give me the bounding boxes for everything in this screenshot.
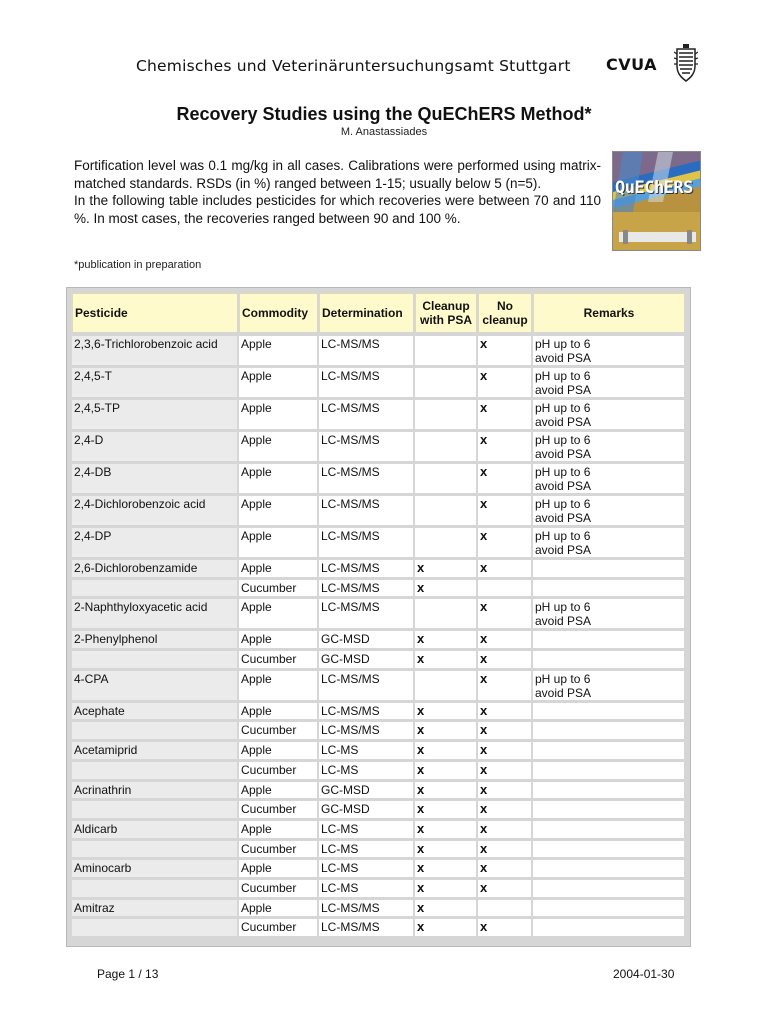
cell-commodity: Apple (239, 860, 319, 880)
table-row (72, 900, 686, 920)
cell-no-cleanup: x (478, 651, 533, 671)
recovery-table (72, 293, 686, 939)
table-row (72, 400, 686, 432)
cell-commodity: Apple (239, 821, 319, 841)
cell-cleanup-psa: x (415, 651, 478, 671)
cell-determination: LC-MS/MS (319, 336, 415, 368)
cell-determination: LC-MS (319, 841, 415, 861)
table-row (72, 703, 686, 723)
page-number: Page 1 / 13 (97, 967, 159, 981)
cell-commodity: Apple (239, 900, 319, 920)
remarks-line-1: pH up to 6 (535, 497, 591, 511)
cell-remarks (533, 336, 686, 368)
cell-cleanup-psa: x (415, 821, 478, 841)
cell-remarks (533, 782, 686, 802)
remarks-line-2: avoid PSA (535, 614, 592, 629)
cell-remarks (533, 671, 686, 703)
header-cleanup-psa: Cleanup with PSA (415, 293, 478, 336)
table-row (72, 336, 686, 368)
logo-graphic (613, 152, 701, 251)
cell-pesticide: Aldicarb (72, 821, 239, 841)
cell-determination: LC-MS/MS (319, 671, 415, 703)
table-row (72, 722, 686, 742)
cell-cleanup-psa: x (415, 580, 478, 600)
cell-cleanup-psa: x (415, 560, 478, 580)
intro-paragraph-2: In the following table includes pesticides for which recoveries were between 70 and 110 %. In most cases, the recoveries ranged between 90 and 100 %. (74, 193, 601, 226)
remarks-line-2: avoid PSA (535, 479, 592, 493)
cell-commodity: Apple (239, 782, 319, 802)
cell-no-cleanup: x (478, 560, 533, 580)
remarks-line-1: pH up to 6 (535, 671, 591, 686)
cell-cleanup-psa: x (415, 801, 478, 821)
cell-no-cleanup: x (478, 722, 533, 742)
cell-no-cleanup: x (478, 368, 533, 400)
cell-remarks (533, 496, 686, 528)
cell-cleanup-psa (415, 432, 478, 464)
cell-commodity: Apple (239, 599, 319, 631)
header-no-cleanup: No cleanup (478, 293, 533, 336)
cell-cleanup-psa (415, 528, 478, 560)
cell-remarks (533, 722, 686, 742)
publication-note: *publication in preparation (74, 259, 202, 271)
cell-remarks (533, 651, 686, 671)
cell-determination: GC-MSD (319, 801, 415, 821)
cell-pesticide (72, 880, 239, 900)
table-row (72, 762, 686, 782)
remarks-line-2: avoid PSA (535, 447, 592, 461)
cell-cleanup-psa: x (415, 860, 478, 880)
cell-determination: LC-MS (319, 742, 415, 762)
table-row (72, 671, 686, 703)
cell-determination: LC-MS/MS (319, 464, 415, 496)
cell-commodity: Apple (239, 742, 319, 762)
table-row (72, 464, 686, 496)
cell-commodity: Cucumber (239, 580, 319, 600)
cell-determination: LC-MS/MS (319, 560, 415, 580)
cell-determination: GC-MSD (319, 651, 415, 671)
cell-cleanup-psa: x (415, 631, 478, 651)
remarks-line-1: pH up to 6 (535, 401, 591, 415)
cell-determination: LC-MS/MS (319, 368, 415, 400)
remarks-line-1: pH up to 6 (535, 600, 591, 615)
cell-commodity: Apple (239, 400, 319, 432)
cell-pesticide: 2,4-Dichlorobenzoic acid (72, 496, 239, 528)
remarks-line-2: avoid PSA (535, 351, 592, 365)
organization-name: Chemisches und Veterinäruntersuchungsamt Stuttgart (136, 57, 571, 75)
cell-pesticide: 2-Naphthyloxyacetic acid (72, 599, 239, 631)
cell-cleanup-psa: x (415, 841, 478, 861)
cell-no-cleanup: x (478, 841, 533, 861)
cell-pesticide (72, 762, 239, 782)
table-row (72, 880, 686, 900)
remarks-line-2: avoid PSA (535, 383, 592, 397)
cell-pesticide: Aminocarb (72, 860, 239, 880)
cell-commodity: Apple (239, 368, 319, 400)
table-row (72, 432, 686, 464)
cell-remarks (533, 821, 686, 841)
cell-no-cleanup: x (478, 671, 533, 703)
cell-pesticide (72, 841, 239, 861)
cell-cleanup-psa: x (415, 880, 478, 900)
remarks-line-1: pH up to 6 (535, 465, 591, 479)
cell-no-cleanup: x (478, 860, 533, 880)
cell-determination: GC-MSD (319, 782, 415, 802)
document-date: 2004-01-30 (613, 967, 675, 981)
cell-determination: LC-MS (319, 762, 415, 782)
remarks-line-2: avoid PSA (535, 685, 592, 700)
cell-remarks (533, 880, 686, 900)
cell-remarks (533, 432, 686, 464)
cell-no-cleanup: x (478, 496, 533, 528)
cell-remarks (533, 528, 686, 560)
cell-pesticide: 2,4-DB (72, 464, 239, 496)
cell-remarks (533, 900, 686, 920)
cell-no-cleanup: x (478, 742, 533, 762)
cell-determination: LC-MS/MS (319, 919, 415, 939)
table-row (72, 580, 686, 600)
cell-determination: LC-MS (319, 860, 415, 880)
cell-commodity: Cucumber (239, 651, 319, 671)
cell-no-cleanup: x (478, 821, 533, 841)
cell-commodity: Apple (239, 528, 319, 560)
cell-cleanup-psa (415, 464, 478, 496)
cell-no-cleanup: x (478, 336, 533, 368)
cell-determination: LC-MS/MS (319, 496, 415, 528)
cell-commodity: Cucumber (239, 841, 319, 861)
cell-cleanup-psa: x (415, 900, 478, 920)
document-author: M. Anastassiades (340, 126, 428, 138)
cell-remarks (533, 919, 686, 939)
header-commodity: Commodity (239, 293, 319, 336)
cell-commodity: Cucumber (239, 801, 319, 821)
table-body (72, 336, 686, 939)
organization-abbreviation: CVUA (606, 55, 658, 74)
cell-pesticide: Acephate (72, 703, 239, 723)
table-row (72, 631, 686, 651)
cell-remarks (533, 703, 686, 723)
remarks-line-1: pH up to 6 (535, 369, 591, 383)
cell-commodity: Apple (239, 496, 319, 528)
cell-determination: LC-MS/MS (319, 432, 415, 464)
coat-of-arms-icon (674, 44, 698, 82)
cell-determination: LC-MS (319, 880, 415, 900)
cell-no-cleanup (478, 580, 533, 600)
cell-no-cleanup: x (478, 528, 533, 560)
header-pesticide: Pesticide (72, 293, 239, 336)
cell-no-cleanup: x (478, 631, 533, 651)
table-row (72, 496, 686, 528)
table-row (72, 742, 686, 762)
page-header (136, 54, 696, 78)
table-row (72, 860, 686, 880)
table-row (72, 368, 686, 400)
cell-no-cleanup: x (478, 703, 533, 723)
cell-remarks (533, 599, 686, 631)
cell-no-cleanup: x (478, 919, 533, 939)
cell-remarks (533, 742, 686, 762)
remarks-line-1: pH up to 6 (535, 433, 591, 447)
cell-pesticide: 2,4,5-TP (72, 400, 239, 432)
table-row (72, 782, 686, 802)
cell-commodity: Apple (239, 464, 319, 496)
cell-no-cleanup: x (478, 464, 533, 496)
cell-determination: GC-MSD (319, 631, 415, 651)
cell-determination: LC-MS/MS (319, 722, 415, 742)
logo-text: QuEChERS (615, 178, 693, 198)
cell-no-cleanup: x (478, 880, 533, 900)
cell-determination: LC-MS/MS (319, 599, 415, 631)
cell-no-cleanup: x (478, 400, 533, 432)
cell-commodity: Apple (239, 631, 319, 651)
cell-remarks (533, 560, 686, 580)
table-row (72, 528, 686, 560)
cell-cleanup-psa: x (415, 722, 478, 742)
cell-commodity: Apple (239, 336, 319, 368)
cell-determination: LC-MS/MS (319, 400, 415, 432)
cell-determination: LC-MS/MS (319, 580, 415, 600)
table-header-row (72, 293, 686, 336)
cell-remarks (533, 400, 686, 432)
cell-pesticide: 2,3,6-Trichlorobenzoic acid (72, 336, 239, 368)
cell-remarks (533, 580, 686, 600)
cell-commodity: Apple (239, 560, 319, 580)
cell-no-cleanup: x (478, 432, 533, 464)
quechers-logo (612, 151, 701, 251)
cell-determination: LC-MS/MS (319, 703, 415, 723)
table-row (72, 841, 686, 861)
cell-pesticide: Amitraz (72, 900, 239, 920)
cell-remarks (533, 762, 686, 782)
cell-remarks (533, 464, 686, 496)
cell-commodity: Cucumber (239, 762, 319, 782)
cell-pesticide: 2,4-D (72, 432, 239, 464)
header-determination: Determination (319, 293, 415, 336)
cell-determination: LC-MS (319, 821, 415, 841)
document-title: Recovery Studies using the QuEChERS Method* (176, 104, 592, 124)
table-row (72, 919, 686, 939)
cell-pesticide (72, 651, 239, 671)
cell-no-cleanup (478, 900, 533, 920)
cell-no-cleanup: x (478, 599, 533, 631)
cell-commodity: Cucumber (239, 880, 319, 900)
cell-remarks (533, 860, 686, 880)
cell-remarks (533, 368, 686, 400)
remarks-line-1: pH up to 6 (535, 337, 591, 351)
cell-cleanup-psa: x (415, 703, 478, 723)
table-row (72, 560, 686, 580)
cell-cleanup-psa (415, 496, 478, 528)
cell-no-cleanup: x (478, 801, 533, 821)
cell-cleanup-psa (415, 671, 478, 703)
intro-text (74, 157, 601, 227)
cell-commodity: Apple (239, 703, 319, 723)
cell-pesticide (72, 580, 239, 600)
cell-pesticide: 2,4,5-T (72, 368, 239, 400)
remarks-line-1: pH up to 6 (535, 529, 591, 543)
cell-pesticide: Acetamiprid (72, 742, 239, 762)
cell-cleanup-psa: x (415, 742, 478, 762)
remarks-line-2: avoid PSA (535, 543, 592, 557)
cell-remarks (533, 841, 686, 861)
cell-remarks (533, 631, 686, 651)
remarks-line-2: avoid PSA (535, 415, 592, 429)
cell-pesticide (72, 801, 239, 821)
cell-cleanup-psa (415, 599, 478, 631)
cell-pesticide: 2,6-Dichlorobenzamide (72, 560, 239, 580)
table-row (72, 801, 686, 821)
cell-pesticide: 2,4-DP (72, 528, 239, 560)
cell-pesticide: 4-CPA (72, 671, 239, 703)
cell-no-cleanup: x (478, 782, 533, 802)
cell-commodity: Apple (239, 432, 319, 464)
cell-cleanup-psa: x (415, 919, 478, 939)
cell-cleanup-psa: x (415, 762, 478, 782)
cell-determination: LC-MS/MS (319, 528, 415, 560)
intro-paragraph-1: Fortification level was 0.1 mg/kg in all cases. Calibrations were performed using matrix-matched standards. RSDs (in %) ranged between 1-15; usually below 5 (n=5). (74, 158, 601, 191)
cell-commodity: Cucumber (239, 722, 319, 742)
cell-cleanup-psa (415, 368, 478, 400)
cell-pesticide: Acrinathrin (72, 782, 239, 802)
cell-commodity: Cucumber (239, 919, 319, 939)
cell-commodity: Apple (239, 671, 319, 703)
remarks-line-2: avoid PSA (535, 511, 592, 525)
cell-cleanup-psa (415, 400, 478, 432)
cell-pesticide: 2-Phenylphenol (72, 631, 239, 651)
cell-determination: LC-MS/MS (319, 900, 415, 920)
cell-no-cleanup: x (478, 762, 533, 782)
cell-cleanup-psa (415, 336, 478, 368)
cell-remarks (533, 801, 686, 821)
cell-cleanup-psa: x (415, 782, 478, 802)
cell-pesticide (72, 919, 239, 939)
table-row (72, 651, 686, 671)
cell-pesticide (72, 722, 239, 742)
table-row (72, 599, 686, 631)
header-remarks: Remarks (533, 293, 686, 336)
table-row (72, 821, 686, 841)
